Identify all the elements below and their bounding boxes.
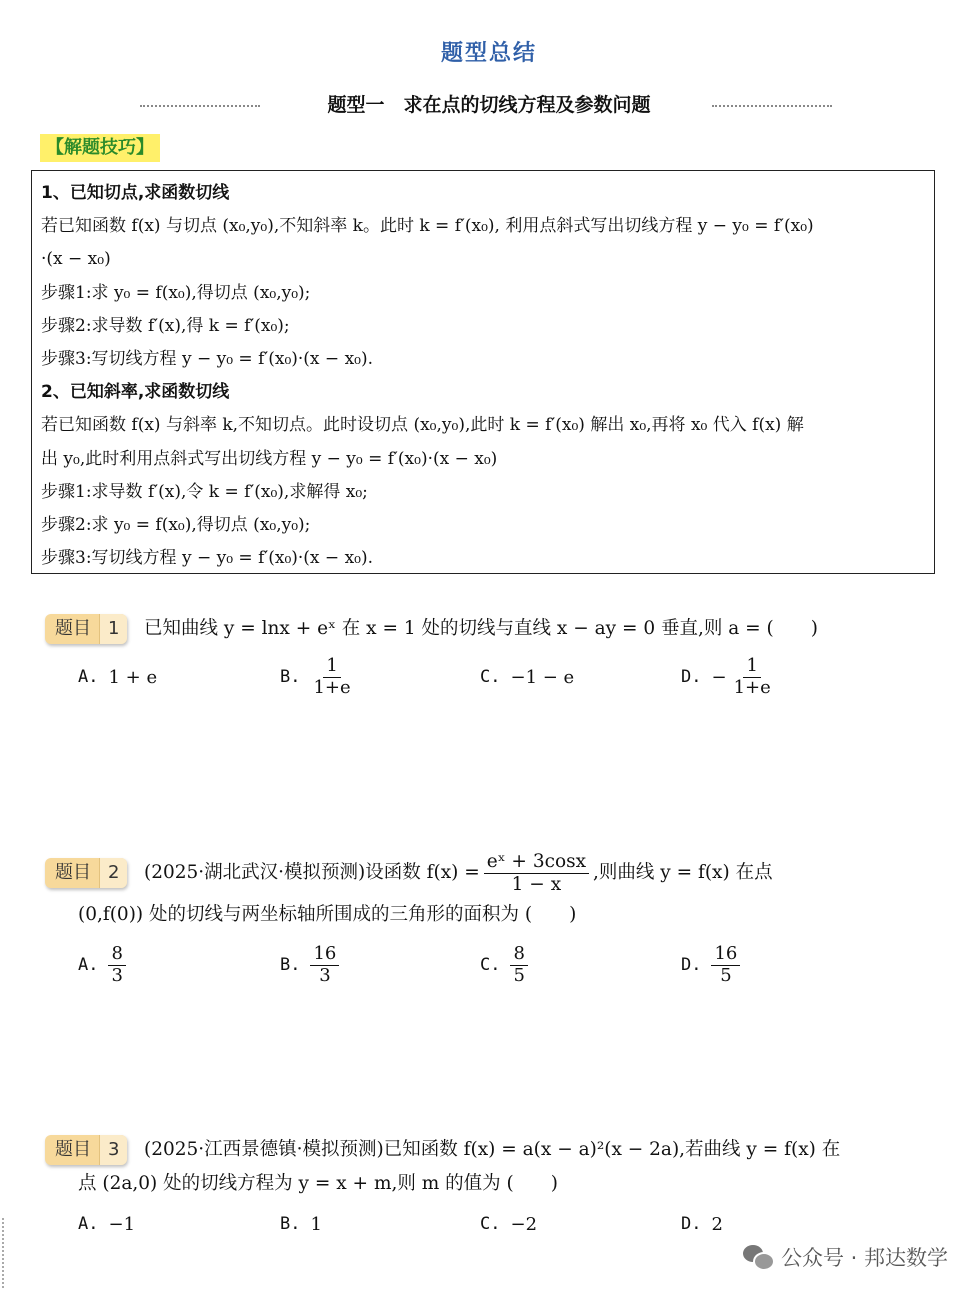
wechat-icon <box>743 1245 773 1269</box>
watermark-text: 公众号 · 邦达数学 <box>780 1246 948 1270</box>
fraction: $\frac{16}{3}$ <box>310 944 339 986</box>
page-title: 题型总结 <box>440 41 537 66</box>
tips-line: 步骤3:写切线方程 y − y₀ = f′(x₀)·(x − x₀). <box>41 548 374 569</box>
badge-number: 3 <box>99 1135 127 1165</box>
problem-2-option-c: C. $\frac{8}{5}$ <box>480 942 528 988</box>
fraction: $\frac{8}{3}$ <box>108 944 125 986</box>
problem-3-option-b: B. 1 <box>280 1213 322 1235</box>
tips-box <box>31 170 935 574</box>
problem-badge-3 <box>45 1135 127 1165</box>
tips-line: 若已知函数 f(x) 与切点 (x₀,y₀),不知斜率 k。此时 k = f′(x₀), 利用点斜式写出切线方程 y − y₀ = f′(x₀) <box>41 216 814 237</box>
problem-badge-2 <box>45 858 127 888</box>
problem-2-option-d: D. $\frac{16}{5}$ <box>681 942 740 988</box>
problem-3-option-d: D. 2 <box>681 1213 723 1235</box>
tips-line: 出 y₀,此时利用点斜式写出切线方程 y − y₀ = f′(x₀)·(x − x₀) <box>41 448 498 469</box>
edge-dots <box>2 1218 4 1288</box>
problem-2-text: (2025·湖北武汉·模拟预测)设函数 f(x) = $\frac{\text{eˣ + 3cosx}}{1 - x}$ ,则曲线 y = f(x) 在点 <box>144 851 773 895</box>
fraction: $\frac{\text{eˣ + 3cosx}}{1 - x}$ <box>484 851 589 895</box>
problem-3-option-a: A. −1 <box>78 1213 136 1235</box>
tips-line: 步骤1:求 y₀ = f(x₀),得切点 (x₀,y₀); <box>41 282 311 303</box>
badge-label: 题目 <box>55 862 91 883</box>
tips-heading: 2、已知斜率,求函数切线 <box>41 382 230 403</box>
badge-number: 2 <box>99 858 127 888</box>
problem-3-text-line2: 点 (2a,0) 处的切线方程为 y = x + m,则 m 的值为 ( ) <box>78 1173 558 1194</box>
problem-3-text: (2025·江西景德镇·模拟预测)已知函数 f(x) = a(x − a)²(x − 2a),若曲线 y = f(x) 在 <box>144 1139 841 1160</box>
problem-1-text: 已知曲线 y = lnx + eˣ 在 x = 1 处的切线与直线 x − ay = 0 垂直,则 a = ( ) <box>144 618 818 639</box>
badge-number: 1 <box>99 614 127 644</box>
watermark <box>743 1242 948 1272</box>
fraction: $\frac{1}{1+e}$ <box>733 654 771 698</box>
problem-3-option-c: C. −2 <box>480 1213 538 1235</box>
fraction: $\frac{1}{1+e}$ <box>313 654 351 698</box>
problem-1-option-b: B. $\frac{1}{1+e}$ <box>280 654 354 700</box>
badge-label: 题目 <box>55 1139 91 1160</box>
tips-line: 步骤1:求导数 f′(x),令 k = f′(x₀),求解得 x₀; <box>41 481 368 502</box>
tips-line: 若已知函数 f(x) 与斜率 k,不知切点。此时设切点 (x₀,y₀),此时 k = f′(x₀) 解出 x₀,再将 x₀ 代入 f(x) 解 <box>41 415 804 436</box>
problem-1-option-a: A. 1 + e <box>78 666 158 688</box>
problem-badge-1 <box>45 614 127 644</box>
tips-line: 步骤2:求导数 f′(x),得 k = f′(x₀); <box>41 315 290 336</box>
fraction: $\frac{8}{5}$ <box>510 944 527 986</box>
tips-heading: 1、已知切点,求函数切线 <box>41 183 230 203</box>
badge-label: 题目 <box>55 618 91 639</box>
tips-line: ·(x − x₀) <box>41 249 111 270</box>
fraction: $\frac{16}{5}$ <box>711 944 740 986</box>
problem-2-text-line2: (0,f(0)) 处的切线与两坐标轴所围成的三角形的面积为 ( ) <box>78 904 577 925</box>
problem-2-option-a: A. $\frac{8}{3}$ <box>78 942 126 988</box>
section-subtitle: 题型一 求在点的切线方程及参数问题 <box>327 94 651 116</box>
tips-line: 步骤3:写切线方程 y − y₀ = f′(x₀)·(x − x₀). <box>41 348 374 369</box>
problem-1-option-c: C. −1 − e <box>480 666 575 688</box>
problem-2-option-b: B. $\frac{16}{3}$ <box>280 942 339 988</box>
tips-label: 【解题技巧】 <box>40 134 160 162</box>
problem-1-option-d: D. − $\frac{1}{1+e}$ <box>681 654 774 700</box>
tips-line: 步骤2:求 y₀ = f(x₀),得切点 (x₀,y₀); <box>41 514 311 535</box>
